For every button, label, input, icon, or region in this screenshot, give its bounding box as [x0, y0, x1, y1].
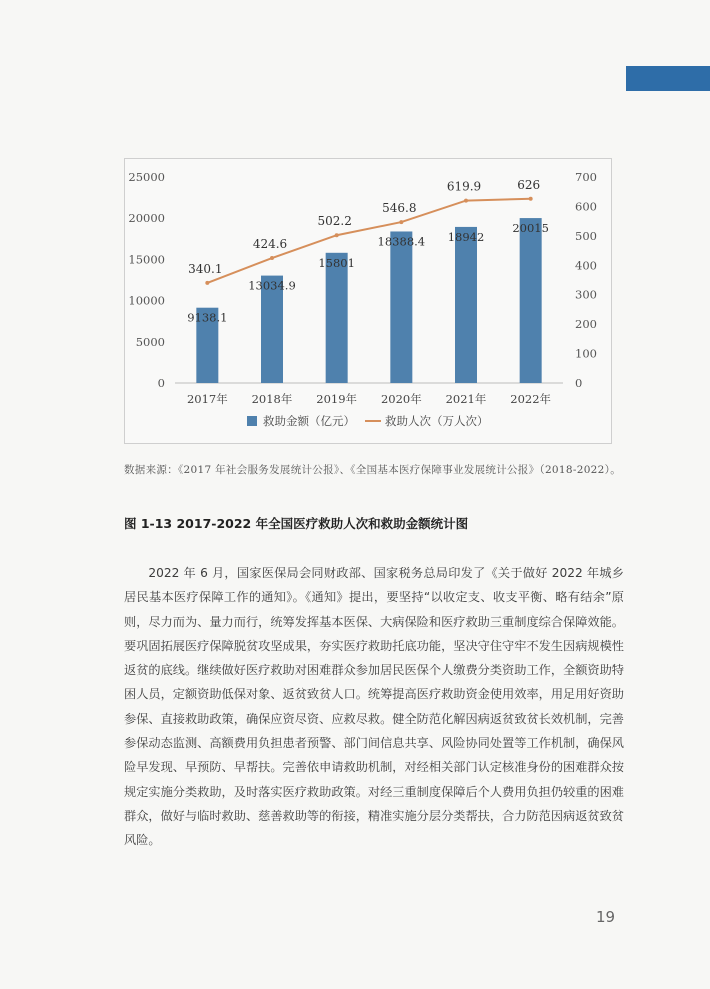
y-right-tick-label: 400 [575, 258, 597, 273]
y-right-tick-label: 500 [575, 228, 597, 243]
y-left-tick-label: 20000 [128, 211, 165, 226]
line-point-2022年 [529, 197, 533, 201]
y-right-tick-label: 700 [575, 170, 597, 184]
x-tick-label: 2019年 [316, 392, 358, 406]
bar-value-label: 18388.4 [377, 234, 426, 249]
y-right-tick-label: 100 [575, 346, 597, 361]
line-point-2020年 [399, 220, 403, 224]
y-left-tick-label: 10000 [128, 293, 165, 308]
line-value-label: 502.2 [317, 214, 352, 229]
chapter-tab-marker [626, 66, 710, 91]
y-right-tick-label: 200 [575, 317, 597, 332]
y-left-tick-label: 15000 [128, 252, 165, 267]
y-left-tick-label: 25000 [128, 170, 165, 184]
bar-2022年 [520, 218, 542, 383]
line-value-label: 619.9 [446, 179, 482, 194]
legend-line-label: 救助人次（万人次） [385, 414, 489, 428]
figure-title: 图 1-13 2017-2022 年全国医疗救助人次和救助金额统计图 [124, 516, 469, 531]
y-right-tick-label: 600 [575, 199, 597, 214]
bar-value-label: 9138.1 [187, 310, 228, 325]
line-point-2019年 [335, 233, 339, 237]
combo-chart [125, 159, 611, 443]
y-right-tick-label: 300 [575, 287, 597, 302]
page-number: 19 [596, 908, 616, 926]
line-value-label: 546.8 [382, 201, 417, 216]
y-right-tick-label: 0 [575, 376, 583, 390]
bar-2020年 [390, 231, 412, 383]
x-tick-label: 2017年 [186, 392, 228, 406]
bar-value-label: 13034.9 [248, 278, 296, 293]
legend-bar-swatch [247, 416, 257, 426]
y-left-tick-label: 0 [157, 376, 165, 390]
bar-value-label: 20015 [512, 221, 549, 236]
line-point-2017年 [205, 281, 209, 285]
bar-value-label: 18942 [447, 229, 485, 244]
x-tick-label: 2022年 [510, 392, 552, 406]
bar-2021年 [455, 227, 477, 383]
line-point-2018年 [270, 256, 274, 260]
y-left-tick-label: 5000 [135, 334, 165, 349]
line-value-label: 626 [517, 177, 541, 192]
bar-value-label: 15801 [318, 255, 355, 270]
body-paragraph: 2022 年 6 月，国家医保局会同财政部、国家税务总局印发了《关于做好 2022 年城乡居民基本医疗保障工作的通知》。《通知》提出，要坚持“以收定支、收支平衡、略有结余”原则，尽力而为、量力而行，统筹发挥基本医保、大病保险和医疗救助三重制度综合保障效能。要巩固拓展医疗保障脱贫攻坚成果，夯实医疗救助托底功能，坚决守住守牢不发生因病规模性返贫的底线。继续做好医疗救助对困难群众参加居民医保个人缴费分类资助工作，全额资助特困人员，定额资助低保对象、返贫致贫人口。统筹提高医疗救助资金使用效率，用足用好资助参保、直接救助政策，确保应资尽资、应救尽救。健全防范化解因病返贫致贫长效机制，完善参保动态监测、高额费用负担患者预警、部门间信息共享、风险协同处置等工作机制，确保风险早发现、早预防、早帮扶。完善依申请救助机制，对经相关部门认定核准身份的困难群众按规定实施分类救助，及时落实医疗救助政策。对经三重制度保障后个人费用负担仍较重的困难群众，做好与临时救助、慈善救助等的衔接，精准实施分层分类帮扶，合力防范因病返贫致贫风险。 [124, 566, 624, 848]
line-point-2021年 [464, 199, 468, 203]
bar-2019年 [326, 253, 348, 383]
x-tick-label: 2021年 [445, 392, 487, 406]
line-value-label: 340.1 [188, 261, 223, 276]
line-value-label: 424.6 [252, 237, 288, 252]
source-note: 数据来源：《2017 年社会服务发展统计公报》、《全国基本医疗保障事业发展统计公报》（2018-2022）。 [124, 464, 621, 476]
chart-container [124, 158, 612, 444]
x-tick-label: 2020年 [380, 392, 422, 406]
x-tick-label: 2018年 [251, 392, 293, 406]
legend-bar-label: 救助金额（亿元） [263, 414, 355, 428]
